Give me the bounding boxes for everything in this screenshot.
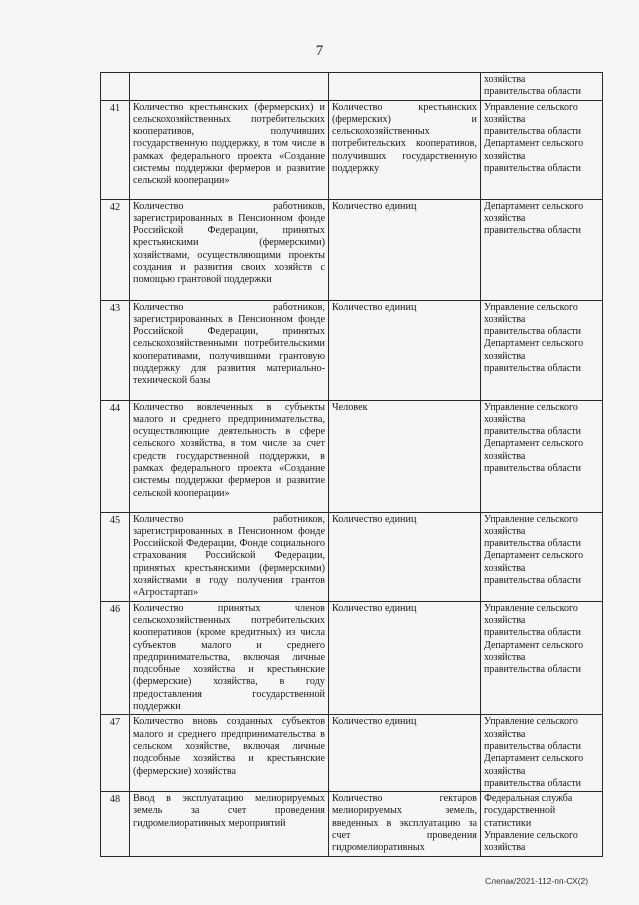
responsible-cell [481, 199, 603, 300]
responsible-cell [481, 400, 603, 512]
table-row [101, 300, 603, 400]
unit-cell: Человек [329, 400, 481, 512]
responsible-line: правительства области [484, 163, 581, 175]
responsible-line: правительства области [484, 326, 581, 338]
indicator-cell: Количество работников, зарегистрированных в Пенсионном фонде Российской Федерации, Фонде социального страхования Российской Федерации, принятых крестьянскими (фермерскими) хозяйствами в году получения грантов «Агростартап» [130, 512, 329, 601]
row-number [101, 73, 130, 101]
unit-cell: Количество единиц [329, 199, 481, 300]
indicator-cell: Ввод в эксплуатацию мелиорируемых земель за счет проведения гидромелиоративных мероприятий [130, 792, 329, 856]
indicator-cell: Количество вовлеченных в субъекты малого и среднего предпринимательства, осуществляющие деятельность в сфере сельского хозяйства, в том числе за счет средств государственной поддержки, в рамках федерального проекта «Создание системы поддержки фермеров и развитие сельской кооперации» [130, 400, 329, 512]
indicator-cell: Количество вновь созданных субъектов малого и среднего предпринимательства в сельском хозяйстве, включая личные подсобные хозяйства и крестьянские (фермерские) хозяйства [130, 715, 329, 792]
responsible-line: правительства области [484, 664, 581, 676]
responsible-line: Управление сельского хозяйства [484, 101, 578, 125]
responsible-cell [481, 792, 603, 856]
table-row [101, 100, 603, 199]
responsible-line: Департамент сельского хозяйства [484, 753, 584, 777]
unit-cell: Количество гектаров мелиорируемых земель, введенных в эксплуатацию за счет проведения гидромелиоративных [329, 792, 481, 856]
responsible-line: правительства области [484, 740, 581, 752]
row-number: 45 [101, 512, 130, 601]
row-number: 41 [101, 100, 130, 199]
responsible-line: правительства области [484, 777, 581, 789]
indicator-cell [130, 73, 329, 101]
responsible-cell [481, 73, 603, 101]
indicator-cell: Количество работников, зарегистрированных в Пенсионном фонде Российской Федерации, принятых сельскохозяйственными потребительскими кооперативами, получившими грантовую поддержку для развития материально-технической базы [130, 300, 329, 400]
unit-cell: Количество единиц [329, 300, 481, 400]
document-code: Слепак/2021-112-пп-СХ(2) [485, 876, 589, 886]
responsible-line: правительства области [484, 426, 581, 438]
responsible-line: Департамент сельского хозяйства [484, 138, 584, 162]
responsible-cell [481, 100, 603, 199]
responsible-line: Управление сельского хозяйства [484, 830, 578, 854]
responsible-line: правительства области [484, 86, 581, 98]
unit-cell: Количество единиц [329, 512, 481, 601]
responsible-line: правительства области [484, 225, 581, 237]
table-row [101, 400, 603, 512]
row-number: 44 [101, 400, 130, 512]
indicator-cell: Количество крестьянских (фермерских) и сельскохозяйственных потребительских кооперативов, получивших государственную поддержку, в том числе в рамках федерального проекта «Создание системы поддержки фермеров и развитие сельской кооперации» [130, 100, 329, 199]
responsible-cell [481, 715, 603, 792]
table-row [101, 715, 603, 792]
unit-cell: Количество единиц [329, 601, 481, 715]
responsible-line: Департамент сельского хозяйства [484, 639, 584, 663]
table-row [101, 73, 603, 101]
row-number: 48 [101, 792, 130, 856]
responsible-line: правительства области [484, 575, 581, 587]
indicator-cell: Количество работников, зарегистрированных в Пенсионном фонде Российской Федерации, принятых крестьянскими (фермерскими) хозяйствами, осуществляющими проекты создания и развития своих хозяйств с помощью грантовой поддержки [130, 199, 329, 300]
responsible-line: Управление сельского хозяйства [484, 716, 578, 740]
indicator-cell: Количество принятых членов сельскохозяйственных потребительских кооперативов (кроме кредитных) из числа субъектов малого и среднего предпринимательства, включая личные подсобные хозяйства и крестьянские (фермерские) хозяйства, в году предоставления государственной поддержки [130, 601, 329, 715]
row-number: 42 [101, 199, 130, 300]
row-number: 46 [101, 601, 130, 715]
table-row [101, 601, 603, 715]
responsible-line: правительства области [484, 538, 581, 550]
unit-cell: Количество крестьянских (фермерских) и сельскохозяйственных потребительских кооперативов, получивших государственную поддержку [329, 100, 481, 199]
responsible-line: Департамент сельского хозяйства [484, 550, 584, 574]
unit-cell [329, 73, 481, 101]
responsible-line: хозяйства [484, 74, 526, 85]
responsible-line: Управление сельского хозяйства [484, 301, 578, 325]
responsible-line: правительства области [484, 463, 581, 475]
responsible-cell [481, 601, 603, 715]
row-number: 47 [101, 715, 130, 792]
responsible-line: Департамент сельского хозяйства [484, 438, 584, 462]
responsible-cell [481, 512, 603, 601]
indicators-table [100, 72, 603, 857]
page-number: 7 [315, 43, 324, 59]
responsible-line: Управление сельского хозяйства [484, 513, 578, 537]
table-row [101, 512, 603, 601]
responsible-cell [481, 300, 603, 400]
unit-cell: Количество единиц [329, 715, 481, 792]
responsible-line: правительства области [484, 126, 581, 138]
table-row [101, 199, 603, 300]
responsible-line: Департамент сельского хозяйства [484, 338, 584, 362]
responsible-line: Федеральная служба государственной статистики [484, 793, 573, 829]
responsible-line: правительства области [484, 627, 581, 639]
responsible-line: Управление сельского хозяйства [484, 401, 578, 425]
responsible-line: правительства области [484, 363, 581, 375]
responsible-line: Департамент сельского хозяйства [484, 200, 584, 224]
row-number: 43 [101, 300, 130, 400]
table-row [101, 792, 603, 856]
responsible-line: Управление сельского хозяйства [484, 602, 578, 626]
